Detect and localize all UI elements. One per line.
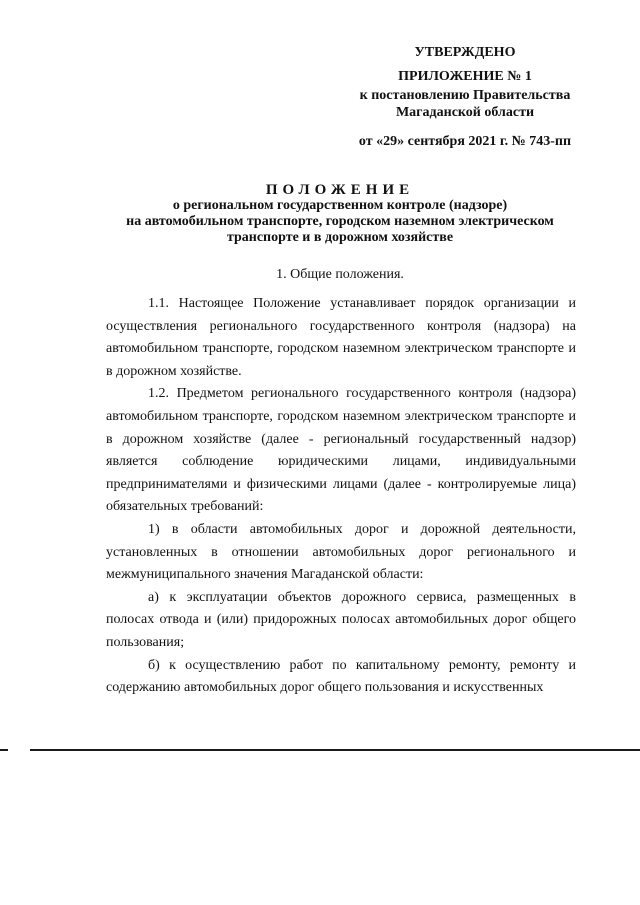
document-body bbox=[106, 293, 576, 700]
section-heading: 1. Общие положения. bbox=[276, 267, 404, 282]
title-line-3: транспорте и в дорожном хозяйстве bbox=[226, 230, 454, 245]
region-name: Магаданской области bbox=[395, 105, 535, 120]
appendix-label: ПРИЛОЖЕНИЕ № 1 bbox=[398, 69, 532, 84]
decree-reference: к постановлению Правительства bbox=[359, 88, 571, 103]
title-line-1: о региональном государственном контроле (надзоре) bbox=[172, 198, 508, 213]
list-item-b: б) к осуществлению работ по капитальному ремонту, ремонту и содержанию автомобильных дорог общего пользования и искусственных bbox=[106, 657, 576, 696]
title-line-2: на автомобильном транспорте, городском наземном электрическом bbox=[126, 214, 554, 229]
approval-block bbox=[330, 44, 600, 150]
paragraph-1-2: 1.2. Предметом регионального государственного контроля (надзора) автомобильном транспорте, городском наземном электрическом транспорте и в дорожном хозяйстве (далее - региональный государственный надзор) является соблюдение юридическими лицами, индивидуальными предпринимателями и физическими лицами (далее - контролируемые лица) обязательных требований: bbox=[106, 386, 576, 515]
document-title bbox=[100, 182, 580, 246]
title-heading: ПОЛОЖЕНИЕ bbox=[265, 182, 415, 198]
decree-date-number: от «29» сентября 2021 г. № 743-пп bbox=[358, 134, 572, 149]
scan-edge-mark bbox=[0, 749, 8, 751]
list-item-a: а) к эксплуатации объектов дорожного сервиса, размещенных в полосах отвода и (или) придорожных полосах автомобильных дорог общего пользования; bbox=[106, 589, 576, 650]
list-item-1: 1) в области автомобильных дорог и дорожной деятельности, установленных в отношении автомобильных дорог регионального и межмуниципального значения Магаданской области: bbox=[106, 521, 576, 583]
approved-stamp: УТВЕРЖДЕНО bbox=[414, 45, 516, 60]
paragraph-1-1: 1.1. Настоящее Положение устанавливает порядок организации и осуществления регионального государственного контроля (надзора) на автомобильном транспорте, городском наземном электрическом транспорте и в дорожном хозяйстве. bbox=[106, 296, 576, 379]
page-separator-line bbox=[30, 749, 640, 751]
